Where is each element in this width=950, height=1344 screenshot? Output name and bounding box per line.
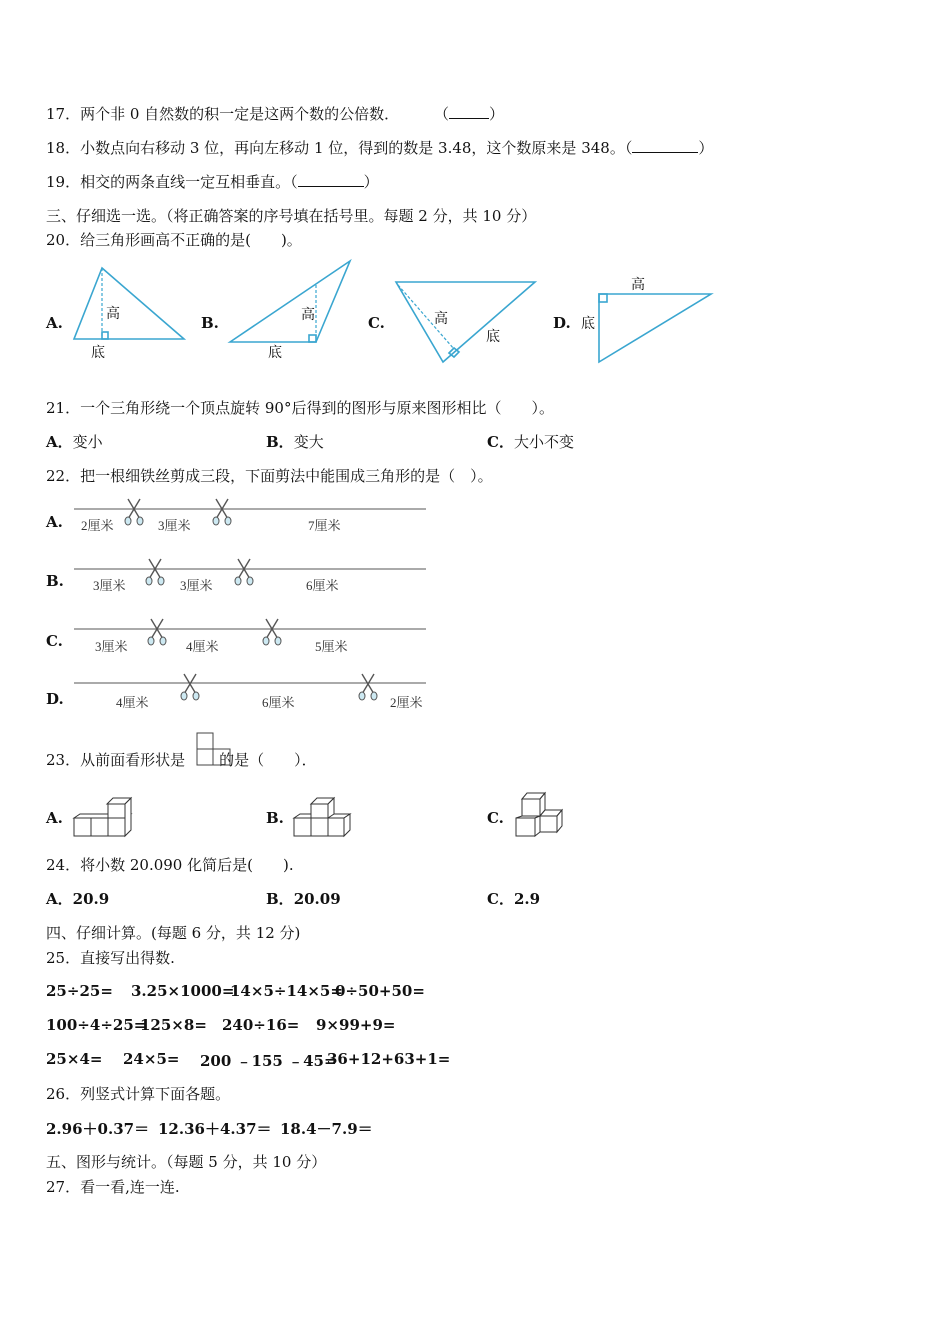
q22-option-a-label[interactable]: A. (46, 513, 63, 531)
q18-paren-close: ） (698, 139, 714, 157)
q22-a-seg-1: 2厘米 (81, 518, 114, 533)
svg-text:底: 底 (581, 316, 595, 332)
q22-option-c-label[interactable]: C. (46, 632, 63, 650)
q20-option-c-label[interactable]: C. (368, 314, 385, 332)
q22-a-seg-3: 7厘米 (308, 518, 341, 533)
svg-text:高: 高 (631, 277, 645, 293)
q24-option-b[interactable]: B．20.09 (266, 890, 341, 908)
svg-text:底: 底 (268, 345, 282, 361)
q27-text: 看一看,连一连. (80, 1178, 180, 1196)
q22-d-seg-1: 4厘米 (116, 695, 149, 710)
q25-expr: 36+12+63+1= (327, 1050, 451, 1068)
q26-expr: 12.36＋4.37＝ (158, 1120, 272, 1138)
q17-number: 17． (46, 105, 81, 123)
q20-option-b-label[interactable]: B. (201, 314, 219, 332)
q23-number: 23． (46, 751, 81, 769)
q22-c-seg-2: 4厘米 (186, 639, 219, 654)
q17-paren-close: ） (488, 105, 504, 123)
q22-option-b-label[interactable]: B. (46, 572, 64, 590)
q25-expr: 125×8= (140, 1016, 207, 1034)
q22-c-seg-3: 5厘米 (315, 639, 348, 654)
q25-expr: 0÷50+50= (335, 982, 425, 1000)
q21-number: 21． (46, 399, 81, 417)
q19-number: 19． (46, 173, 81, 191)
q20-a-base-label: 底 (91, 345, 105, 361)
q25-expr: 25×4= (46, 1050, 103, 1068)
q24-text: 将小数 20.090 化简后是( ). (80, 856, 294, 874)
q22-b-seg-2: 3厘米 (180, 578, 213, 593)
q26-number: 26． (46, 1085, 81, 1103)
q25-number: 25． (46, 949, 81, 967)
q19-text: 相交的两条直线一定互相垂直。 (80, 173, 291, 191)
q22-c-seg-1: 3厘米 (95, 639, 128, 654)
q19-paren-close: ） (363, 173, 379, 191)
q22-option-d-label[interactable]: D. (46, 690, 64, 708)
q25-expr: 200 ﹣155 ﹣45= (200, 1052, 337, 1070)
q17-paren-open: （ (433, 105, 449, 123)
q18-number: 18． (46, 139, 81, 157)
q20-text: 给三角形画高不正确的是( )。 (80, 231, 302, 249)
q23-text-before: 从前面看形状是 (80, 751, 186, 769)
section-3-heading: 三、仔细选一选。（将正确答案的序号填在括号里。每题 2 分，共 10 分） (46, 207, 537, 225)
question-24 (46, 855, 294, 875)
q22-number: 22． (46, 467, 81, 485)
q20-a-height-label: 高 (106, 306, 120, 322)
q25-text: 直接写出得数. (80, 949, 175, 967)
q18-text: 小数点向右移动 3 位，再向左移动 1 位，得到的数是 3.48，这个数原来是 348。 (80, 139, 625, 157)
q19-paren-open: （ (290, 173, 298, 191)
q22-a-seg-2: 3厘米 (158, 518, 191, 533)
q21-option-a[interactable]: A．变小 (46, 433, 103, 451)
q26-expr: 2.96＋0.37＝ (46, 1120, 150, 1138)
q25-expr: 25÷25= (46, 982, 113, 1000)
q26-expr: 18.4－7.9＝ (280, 1120, 373, 1138)
q25-expr: 9×99+9= (316, 1016, 396, 1034)
q25-expr: 14×5÷14×5= (230, 982, 343, 1000)
q24-option-a[interactable]: A．20.9 (46, 890, 110, 908)
q18-paren-open: （ (624, 139, 633, 157)
q21-text: 一个三角形绕一个顶点旋转 90°后得到的图形与原来图形相比（ ）。 (80, 399, 554, 417)
q23-option-a-label[interactable]: A. (46, 809, 63, 827)
q21-option-b[interactable]: B．变大 (266, 433, 324, 451)
section-4-heading: 四、仔细计算。(每题 6 分，共 12 分) (46, 924, 301, 942)
q25-expr: 3.25×1000= (131, 982, 235, 1000)
q22-b-seg-1: 3厘米 (93, 578, 126, 593)
q17-text: 两个非 0 自然数的积一定是这两个数的公倍数． (80, 105, 400, 123)
question-26 (46, 1084, 230, 1104)
q25-expr: 24×5= (123, 1050, 180, 1068)
q23-option-c-label[interactable]: C. (487, 809, 504, 827)
q23-option-b-label[interactable]: B. (266, 809, 284, 827)
svg-text:高: 高 (301, 307, 315, 323)
q25-expr: 100÷4÷25= (46, 1016, 147, 1034)
q22-b-seg-3: 6厘米 (306, 578, 339, 593)
q26-text: 列竖式计算下面各题。 (80, 1085, 231, 1103)
q20-number: 20． (46, 231, 81, 249)
q24-option-c[interactable]: C．2.9 (487, 890, 541, 908)
q23-text-after: 的是（ ）． (219, 751, 317, 769)
q22-d-seg-2: 6厘米 (262, 695, 295, 710)
q22-text: 把一根细铁丝剪成三段，下面剪法中能围成三角形的是（ ）。 (80, 467, 493, 485)
q24-number: 24． (46, 856, 81, 874)
svg-text:高: 高 (434, 311, 448, 327)
q20-option-d-label[interactable]: D. (553, 314, 571, 332)
section-5-heading: 五、图形与统计。（每题 5 分，共 10 分） (46, 1153, 327, 1171)
q22-d-seg-3: 2厘米 (390, 695, 423, 710)
q21-option-c[interactable]: C．大小不变 (487, 433, 574, 451)
question-27 (46, 1177, 180, 1197)
q25-expr: 240÷16= (222, 1016, 300, 1034)
question-25 (46, 948, 175, 968)
q20-option-a-label[interactable]: A. (46, 314, 63, 332)
q27-number: 27． (46, 1178, 81, 1196)
svg-text:底: 底 (486, 329, 500, 345)
